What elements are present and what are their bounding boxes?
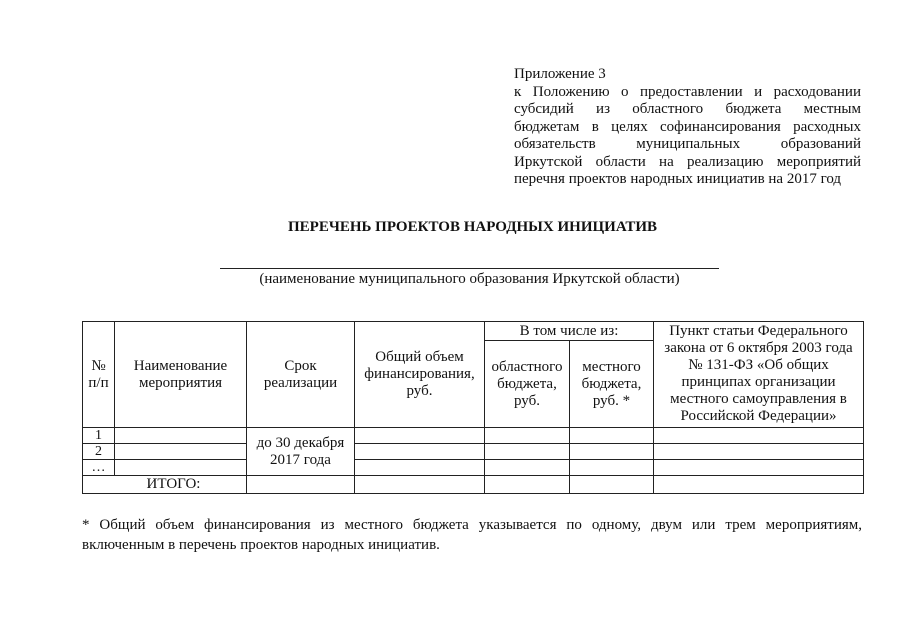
header-total-line: финансирования,: [364, 366, 475, 382]
header-law-line: принципах организации: [681, 374, 836, 390]
table-cell: [115, 428, 247, 444]
table-cell: [570, 428, 654, 444]
table-cell: [654, 428, 864, 444]
table-cell: [355, 444, 485, 460]
header-total: [355, 322, 485, 428]
header-period-line: Срок: [284, 357, 317, 374]
header-law-line: Пункт статьи Федерального: [669, 323, 848, 339]
header-total-line: Общий объем: [375, 349, 464, 365]
header-law-line: № 131-ФЗ «Об общих: [688, 357, 829, 373]
table-cell: [115, 444, 247, 460]
header-num-line: №: [91, 357, 106, 374]
header-law-line: Российской Федерации»: [680, 408, 837, 424]
header-law-line: местного самоуправления в: [670, 391, 847, 407]
table-cell: [654, 460, 864, 476]
header-num: [83, 322, 115, 428]
header-regional-line: областного: [491, 358, 563, 375]
total-row: [83, 476, 864, 494]
header-total-line: руб.: [406, 383, 433, 399]
table-cell: [570, 460, 654, 476]
appendix-line: Приложение 3: [514, 66, 606, 82]
header-law: [654, 322, 864, 428]
table-cell: [654, 444, 864, 460]
header-local: [570, 341, 654, 428]
table-cell: [247, 476, 355, 494]
table-cell: [485, 444, 570, 460]
header-law-line: закона от 6 октября 2003 года: [664, 340, 853, 356]
municipality-caption: (наименование муниципального образования Иркутской области): [259, 271, 680, 287]
header-period-line: реализации: [263, 374, 338, 391]
table-cell: [355, 476, 485, 494]
period-line: 2017 года: [270, 451, 331, 468]
table-cell: [570, 476, 654, 494]
footnote-line: включенным в перечень проектов народных инициатив.: [82, 537, 440, 553]
header-regional-line: бюджета,: [497, 375, 557, 392]
appendix-line: к Положению о предоставлении и расходовании: [514, 83, 861, 100]
appendix-line: перечня проектов народных инициатив на 2017 год: [514, 171, 842, 187]
table-cell: [355, 428, 485, 444]
appendix-line: обязательств муниципальных образований: [514, 136, 861, 152]
appendix-line: субсидий из областного бюджета местным: [514, 101, 861, 117]
header-name: [115, 322, 247, 428]
header-name-line: мероприятия: [138, 374, 223, 391]
table-cell: [654, 476, 864, 494]
appendix-header: [514, 66, 861, 189]
row-number: 1: [83, 428, 115, 444]
table-cell: [115, 460, 247, 476]
header-period: [247, 322, 355, 428]
table-row: [83, 444, 864, 460]
footnote: [82, 515, 862, 555]
header-name-line: Наименование: [133, 357, 228, 374]
period-cell: [247, 428, 355, 476]
header-num-line: п/п: [88, 374, 109, 391]
table-cell: [485, 476, 570, 494]
header-local-line: руб. *: [592, 392, 631, 409]
appendix-line: бюджетам в целях софинансирования расходных: [514, 118, 861, 135]
table-cell: [485, 428, 570, 444]
table-cell: [355, 460, 485, 476]
total-label: ИТОГО:: [83, 476, 247, 494]
header-regional-line: руб.: [514, 392, 540, 409]
header-regional: [485, 341, 570, 428]
document-title: ПЕРЕЧЕНЬ ПРОЕКТОВ НАРОДНЫХ ИНИЦИАТИВ: [287, 219, 658, 235]
row-number: …: [83, 460, 115, 476]
municipality-name-field: [220, 268, 719, 269]
footnote-line: * Общий объем финансирования из местного бюджета указывается по одному, двум или трем мероприятиям,: [82, 517, 862, 533]
row-number: 2: [83, 444, 115, 460]
appendix-line: Иркутской области на реализацию мероприятий: [514, 153, 861, 170]
initiatives-table: [82, 321, 864, 494]
header-local-line: бюджета,: [581, 375, 642, 392]
table-cell: [485, 460, 570, 476]
period-line: до 30 декабря: [256, 434, 345, 451]
header-local-line: местного: [582, 358, 641, 375]
table-row: [83, 460, 864, 476]
table-row: [83, 428, 864, 444]
table-cell: [570, 444, 654, 460]
header-including: В том числе из:: [485, 322, 654, 341]
